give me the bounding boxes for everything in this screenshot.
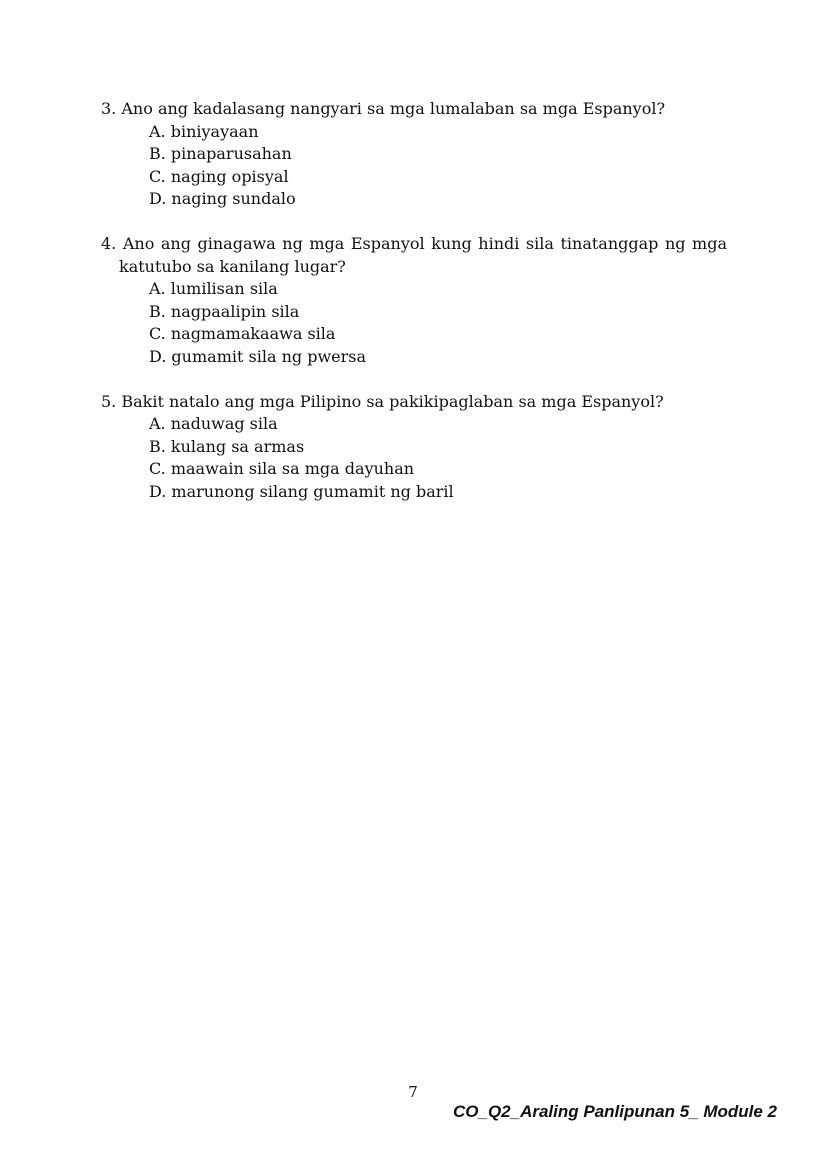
question-3 bbox=[101, 98, 727, 211]
choice-b: B. nagpaalipin sila bbox=[149, 301, 300, 321]
question-5 bbox=[101, 391, 727, 504]
choice-a: A. biniyayaan bbox=[149, 121, 259, 141]
question-number: 5. bbox=[101, 391, 117, 411]
choice-c: C. nagmamakaawa sila bbox=[149, 324, 336, 344]
question-text: Ano ang kadalasang nangyari sa mga lumalaban sa mga Espanyol? bbox=[121, 99, 666, 118]
answer-choices bbox=[101, 278, 727, 368]
choice-d: D. marunong silang gumamit ng baril bbox=[149, 481, 454, 501]
choice-c: C. maawain sila sa mga dayuhan bbox=[149, 459, 415, 479]
choice-d: D. gumamit sila ng pwersa bbox=[149, 346, 366, 366]
choice-a: A. naduwag sila bbox=[149, 414, 278, 434]
question-number: 3. bbox=[101, 99, 117, 118]
choice-d: D. naging sundalo bbox=[149, 189, 296, 209]
question-stem bbox=[101, 233, 727, 278]
choice-b: B. kulang sa armas bbox=[149, 436, 305, 456]
choice-c: C. naging opisyal bbox=[149, 166, 289, 186]
answer-choices bbox=[101, 413, 727, 503]
question-text: Ano ang ginagawa ng mga Espanyol kung hindi sila tinatanggap ng mga katutubo sa kanilang lugar? bbox=[119, 233, 727, 276]
page-number: 7 bbox=[408, 1083, 418, 1101]
question-4 bbox=[101, 233, 727, 369]
question-text: Bakit natalo ang mga Pilipino sa pakikipaglaban sa mga Espanyol? bbox=[121, 391, 664, 411]
module-code-footer: CO_Q2_Araling Panlipunan 5_ Module 2 bbox=[452, 1102, 777, 1121]
question-stem bbox=[101, 98, 727, 121]
question-number: 4. bbox=[101, 233, 117, 253]
quiz-section bbox=[101, 98, 727, 526]
choice-a: A. lumilisan sila bbox=[149, 279, 278, 299]
answer-choices bbox=[101, 121, 727, 211]
question-stem bbox=[101, 391, 727, 414]
choice-b: B. pinaparusahan bbox=[149, 144, 292, 164]
